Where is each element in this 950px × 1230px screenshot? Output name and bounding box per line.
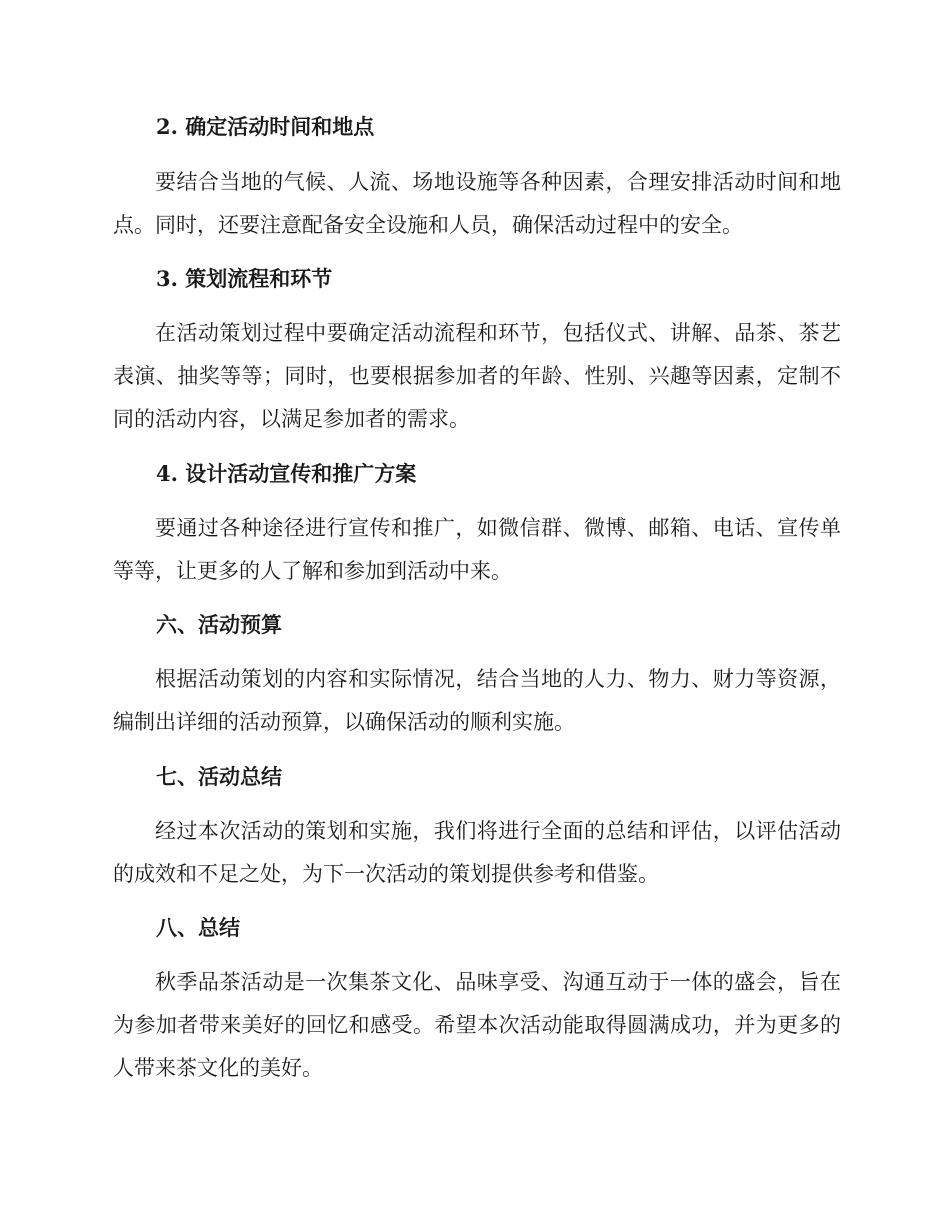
section-heading-budget: 六、活动预算 <box>156 612 282 637</box>
section-heading-process: 3. 策划流程和环节 <box>156 266 333 291</box>
section-heading-promotion: 4. 设计活动宣传和推广方案 <box>156 461 417 486</box>
section-paragraph-process: 在活动策划过程中要确定活动流程和环节，包括仪式、讲解、品茶、茶艺表演、抽奖等等；同时，也要根据参加者的年龄、性别、兴趣等因素，定制不同的活动内容，以满足参加者的需求。 <box>113 321 841 431</box>
section-heading-review: 七、活动总结 <box>156 764 282 789</box>
section-paragraph-review: 经过本次活动的策划和实施，我们将进行全面的总结和评估，以评估活动的成效和不足之处，为下一次活动的策划提供参考和借鉴。 <box>113 819 841 886</box>
section-heading-summary: 八、总结 <box>156 915 240 940</box>
section-paragraph-time-location: 要结合当地的气候、人流、场地设施等各种因素，合理安排活动时间和地点。同时，还要注意配备安全设施和人员，确保活动过程中的安全。 <box>113 170 841 237</box>
section-paragraph-summary: 秋季品茶活动是一次集茶文化、品味享受、沟通互动于一体的盛会，旨在为参加者带来美好的回忆和感受。希望本次活动能取得圆满成功，并为更多的人带来茶文化的美好。 <box>113 970 841 1080</box>
section-paragraph-budget: 根据活动策划的内容和实际情况，结合当地的人力、物力、财力等资源，编制出详细的活动预算，以确保活动的顺利实施。 <box>113 667 841 734</box>
section-heading-time-location: 2. 确定活动时间和地点 <box>156 114 375 139</box>
section-paragraph-promotion: 要通过各种途径进行宣传和推广，如微信群、微博、邮箱、电话、宣传单等等，让更多的人了解和参加到活动中来。 <box>113 516 841 583</box>
